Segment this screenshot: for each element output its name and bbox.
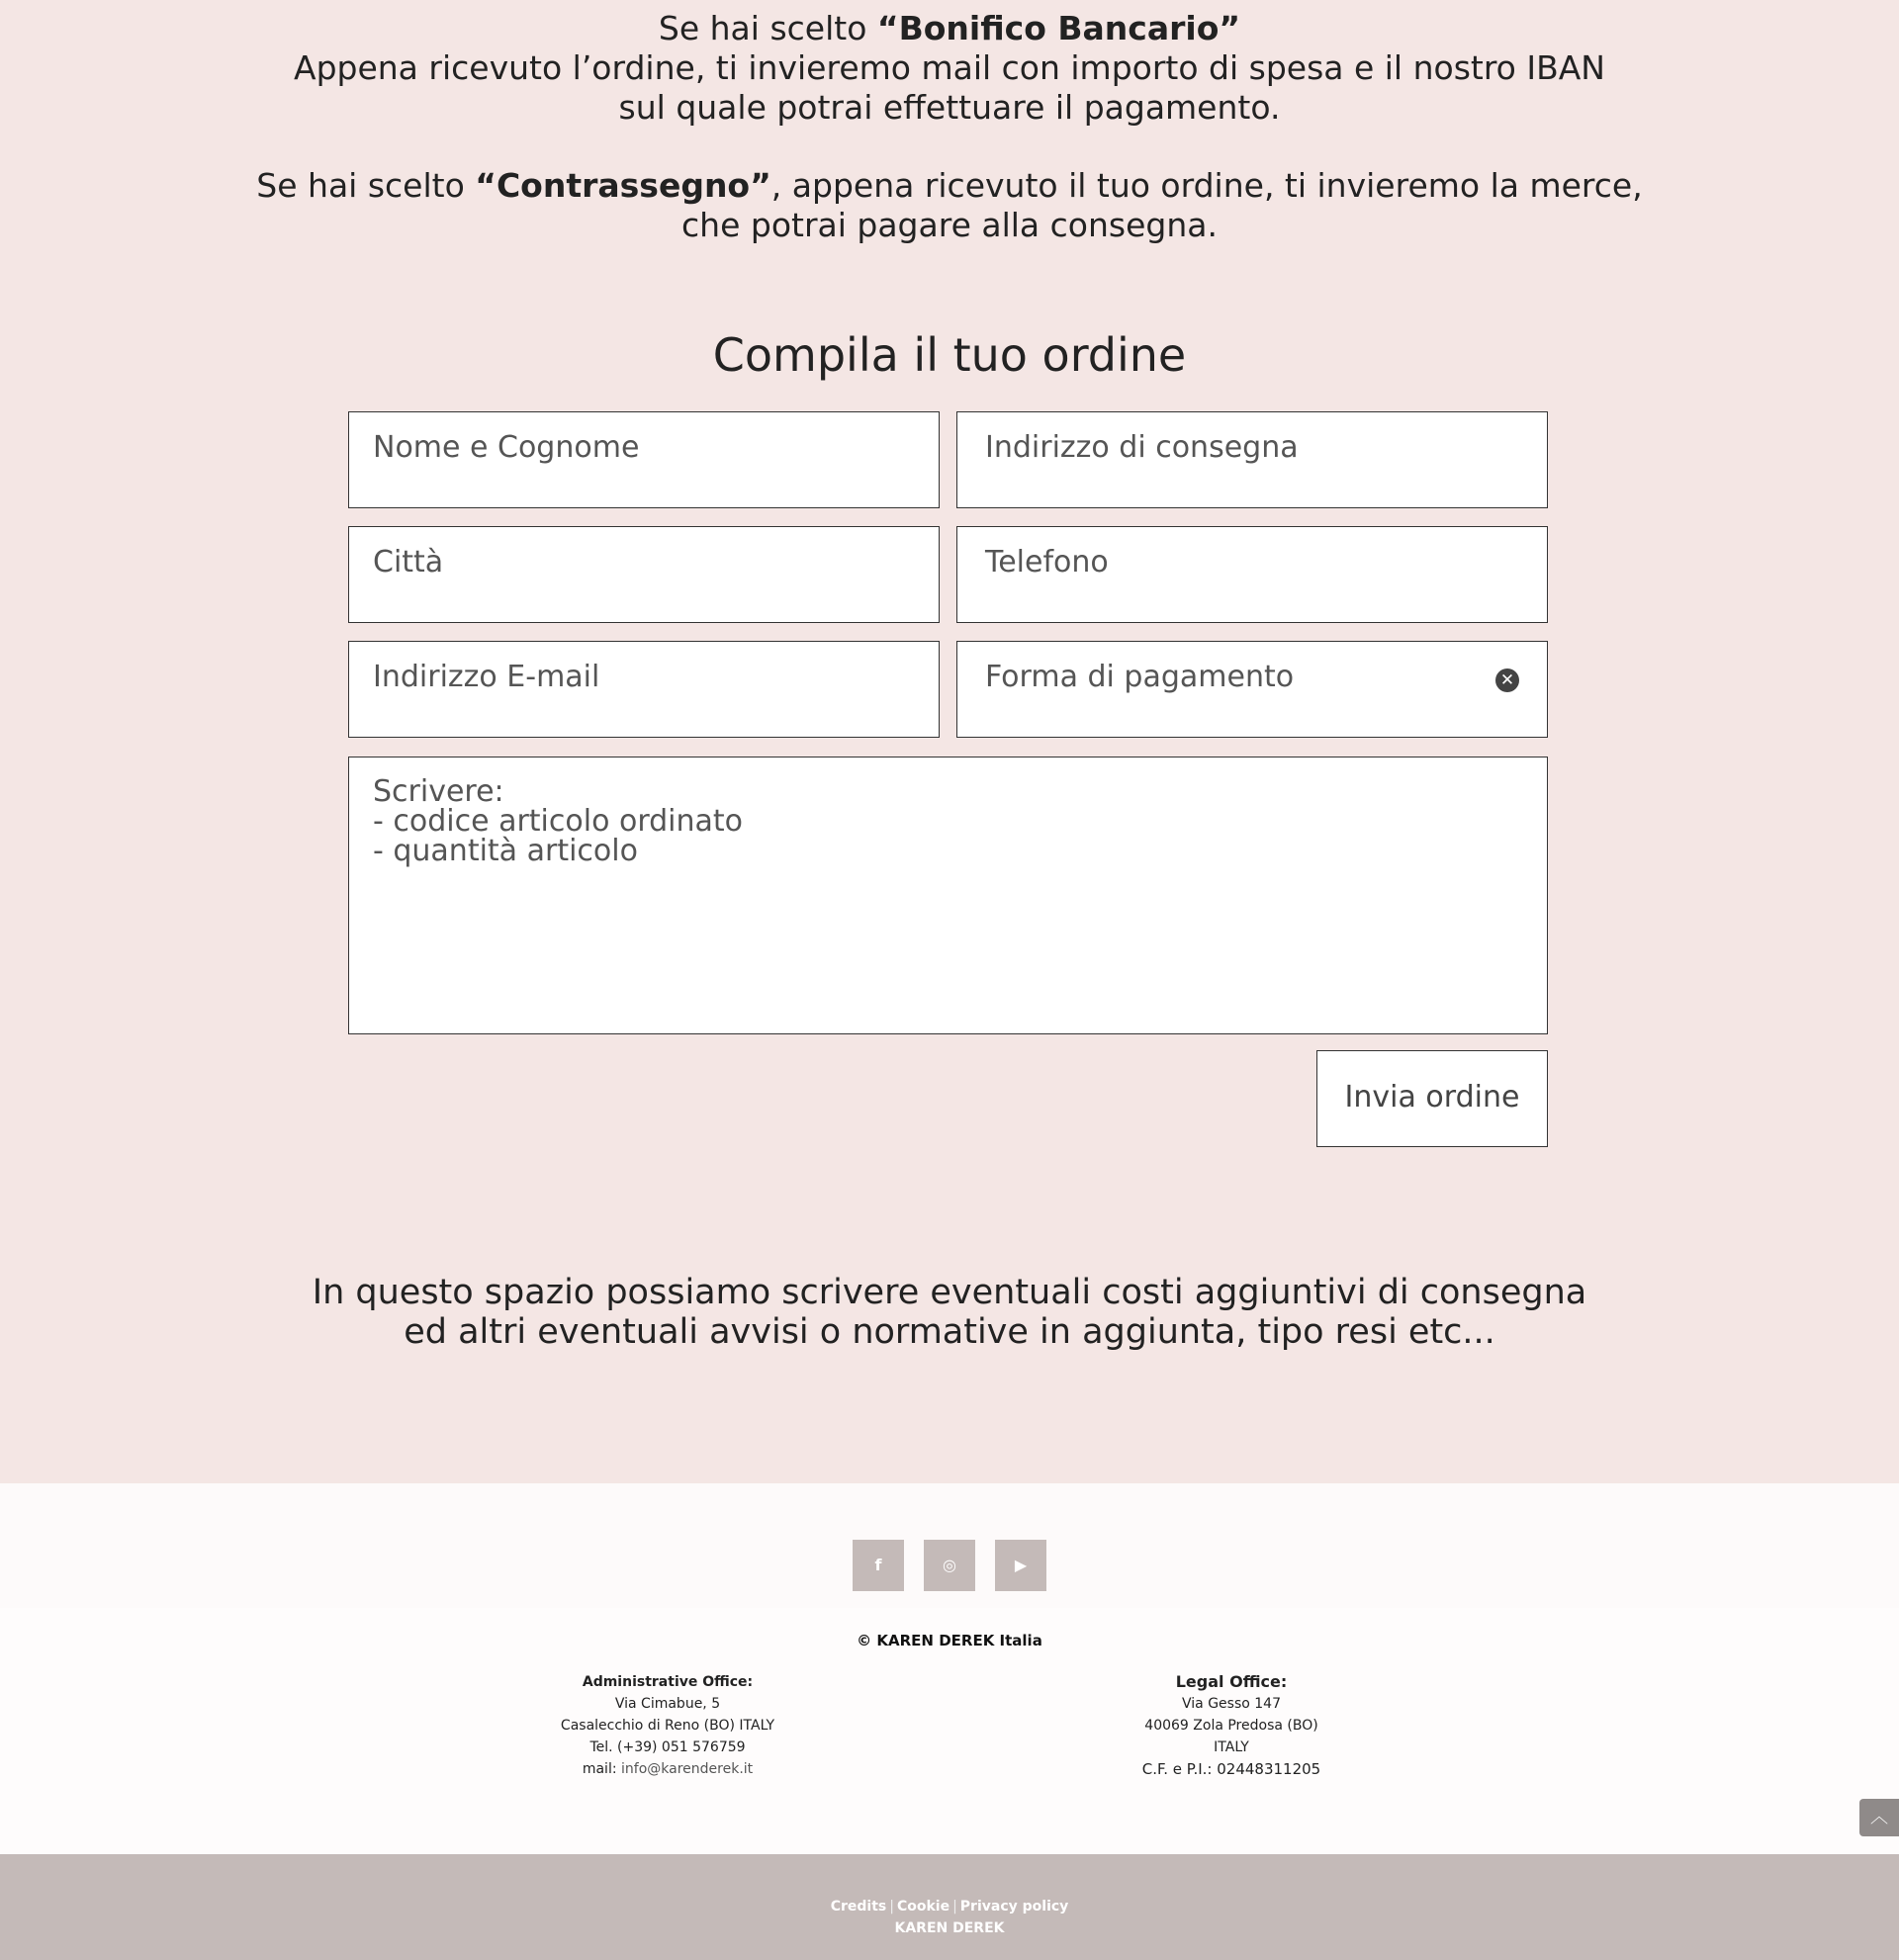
instagram-icon[interactable]: ◎: [924, 1540, 975, 1591]
address-placeholder: Indirizzo di consegna: [985, 430, 1299, 465]
email-field[interactable]: [348, 641, 940, 738]
admin-tel: Tel. (+39) 051 576759: [589, 1739, 746, 1755]
legal-country: ITALY: [1214, 1739, 1249, 1755]
bonifico-line2: Appena ricevuto l’ordine, ti invieremo mail con importo di spesa e il nostro IBAN: [294, 48, 1605, 87]
notice-line2: ed altri eventuali avvisi o normative in aggiunta, tipo resi etc...: [404, 1312, 1495, 1352]
credits-link[interactable]: Credits: [830, 1899, 887, 1915]
contrassegno-post: , appena ricevuto il tuo ordine, ti invieremo la merce,: [770, 166, 1643, 205]
clear-icon[interactable]: ✕: [1495, 668, 1519, 692]
youtube-icon[interactable]: ▶: [995, 1540, 1046, 1591]
legal-office: [1083, 1671, 1380, 1780]
bonifico-pre: Se hai scelto: [658, 9, 877, 47]
submit-order-button[interactable]: Invia ordine: [1316, 1050, 1548, 1147]
phone-field[interactable]: [956, 526, 1548, 623]
scroll-to-top-button[interactable]: [1859, 1799, 1899, 1836]
cookie-link[interactable]: Cookie: [896, 1899, 950, 1915]
email-placeholder: Indirizzo E-mail: [373, 660, 600, 694]
textarea-line: - codice articolo ordinato: [373, 804, 744, 839]
copyright: © KAREN DEREK Italia: [857, 1632, 1042, 1649]
order-notes-textarea[interactable]: [348, 757, 1548, 1034]
contrassegno-pre: Se hai scelto: [256, 166, 476, 205]
contrassegno-line2: che potrai pagare alla consegna.: [681, 206, 1218, 244]
notice-line1: In questo spazio possiamo scrivere eventuali costi aggiuntivi di consegna: [312, 1273, 1587, 1312]
admin-street: Via Cimabue, 5: [614, 1696, 721, 1712]
facebook-icon[interactable]: f: [853, 1540, 904, 1591]
bonifico-info: [0, 9, 1899, 128]
legal-street: Via Gesso 147: [1182, 1696, 1281, 1712]
bottom-links: [0, 1899, 1899, 1915]
social-band: [0, 1483, 1899, 1608]
brand-name: KAREN DEREK: [894, 1920, 1005, 1936]
admin-city: Casalecchio di Reno (BO) ITALY: [560, 1718, 775, 1734]
bonifico-strong: “Bonifico Bancario”: [876, 9, 1241, 47]
bonifico-line1: [0, 9, 1899, 48]
legal-heading: Legal Office:: [1175, 1672, 1288, 1691]
privacy-policy-link[interactable]: Privacy policy: [959, 1899, 1069, 1915]
administrative-office: [519, 1671, 816, 1780]
separator: |: [952, 1899, 957, 1915]
admin-mail-row: [519, 1758, 816, 1780]
admin-heading: Administrative Office:: [582, 1674, 754, 1690]
bonifico-line3: sul quale potrai effettuare il pagamento.: [618, 88, 1281, 127]
name-field[interactable]: [348, 411, 940, 508]
textarea-line: - quantità articolo: [373, 834, 638, 868]
city-field[interactable]: [348, 526, 940, 623]
bottom-bar: [0, 1854, 1899, 1960]
admin-mail-label: mail:: [582, 1761, 622, 1777]
contrassegno-line1: [0, 166, 1899, 206]
payment-placeholder: Forma di pagamento: [985, 660, 1295, 694]
city-placeholder: Città: [373, 545, 444, 579]
address-field[interactable]: [956, 411, 1548, 508]
contrassegno-info: [0, 166, 1899, 245]
legal-city: 40069 Zola Predosa (BO): [1144, 1718, 1318, 1734]
contrassegno-strong: “Contrassegno”: [475, 166, 771, 205]
name-placeholder: Nome e Cognome: [373, 430, 640, 465]
legal-vat: C.F. e P.I.: 02448311205: [1141, 1760, 1321, 1778]
textarea-line: Scrivere:: [373, 774, 504, 809]
phone-placeholder: Telefono: [985, 545, 1109, 579]
separator: |: [889, 1899, 894, 1915]
footer-info: [0, 1608, 1899, 1854]
admin-mail-link[interactable]: info@karenderek.it: [621, 1761, 754, 1777]
chevron-up-icon: ︿: [1870, 1807, 1888, 1827]
payment-field[interactable]: [956, 641, 1548, 738]
delivery-notice: [0, 1273, 1899, 1352]
form-title: Compila il tuo ordine: [712, 328, 1187, 382]
